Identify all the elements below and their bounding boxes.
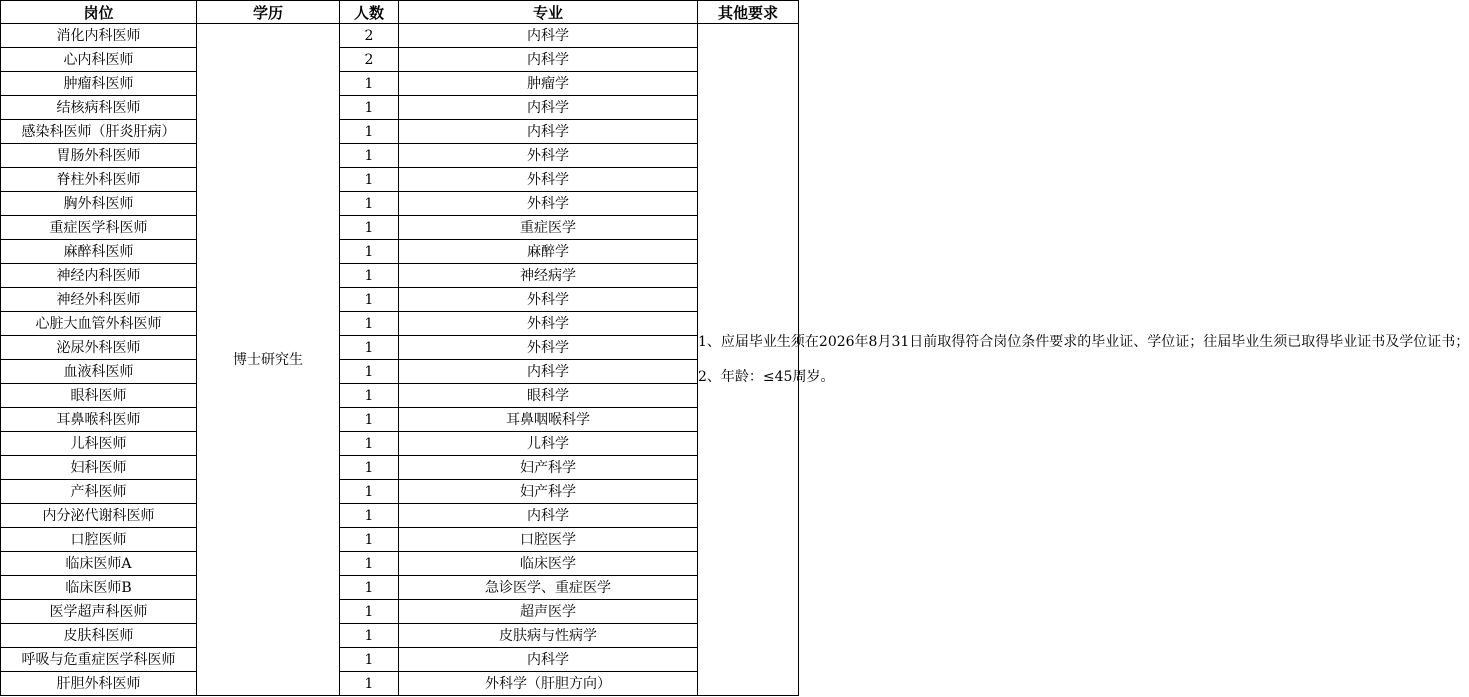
table-row	[1, 648, 799, 672]
cell-count: 1	[340, 264, 399, 288]
cell-other-requirements	[698, 24, 1469, 696]
table-row	[1, 120, 799, 144]
cell-major: 内科学	[399, 360, 698, 384]
cell-major: 内科学	[399, 96, 698, 120]
cell-count: 1	[340, 192, 399, 216]
table-row	[1, 48, 799, 72]
cell-major: 外科学	[399, 312, 698, 336]
table-header	[1, 1, 799, 24]
cell-count: 1	[340, 72, 399, 96]
cell-post: 麻醉科医师	[1, 240, 197, 264]
cell-major: 外科学（肝胆方向）	[399, 672, 698, 696]
cell-major: 外科学	[399, 168, 698, 192]
cell-major: 外科学	[399, 288, 698, 312]
requirement-paragraph: 2、年龄：≤45周岁。	[698, 369, 835, 385]
table-row	[1, 168, 799, 192]
cell-post: 呼吸与危重症医学科医师	[1, 648, 197, 672]
table-row	[1, 672, 799, 696]
cell-post: 感染科医师（肝炎肝病）	[1, 120, 197, 144]
cell-major: 耳鼻咽喉科学	[399, 408, 698, 432]
cell-major: 超声医学	[399, 600, 698, 624]
cell-major: 外科学	[399, 144, 698, 168]
cell-post: 结核病科医师	[1, 96, 197, 120]
table-row	[1, 192, 799, 216]
cell-count: 1	[340, 144, 399, 168]
cell-post: 心内科医师	[1, 48, 197, 72]
cell-major: 眼科学	[399, 384, 698, 408]
header-major: 专业	[399, 1, 698, 24]
cell-count: 2	[340, 48, 399, 72]
cell-count: 1	[340, 288, 399, 312]
table-row	[1, 480, 799, 504]
cell-count: 1	[340, 96, 399, 120]
cell-count: 1	[340, 120, 399, 144]
header-row	[1, 1, 799, 24]
cell-post: 肝胆外科医师	[1, 672, 197, 696]
cell-post: 重症医学科医师	[1, 216, 197, 240]
cell-post: 胸外科医师	[1, 192, 197, 216]
cell-post: 临床医师A	[1, 552, 197, 576]
cell-post: 医学超声科医师	[1, 600, 197, 624]
cell-count: 1	[340, 576, 399, 600]
cell-major: 外科学	[399, 192, 698, 216]
cell-post: 眼科医师	[1, 384, 197, 408]
cell-count: 1	[340, 672, 399, 696]
table-row	[1, 408, 799, 432]
cell-count: 1	[340, 216, 399, 240]
table-row	[1, 264, 799, 288]
table-row	[1, 432, 799, 456]
table-row	[1, 216, 799, 240]
cell-post: 消化内科医师	[1, 24, 197, 48]
cell-count: 1	[340, 480, 399, 504]
table-row	[1, 336, 799, 360]
cell-major: 神经病学	[399, 264, 698, 288]
cell-major: 口腔医学	[399, 528, 698, 552]
cell-count: 1	[340, 312, 399, 336]
header-count: 人数	[340, 1, 399, 24]
cell-major: 内科学	[399, 24, 698, 48]
cell-post: 肿瘤科医师	[1, 72, 197, 96]
cell-major: 妇产科学	[399, 480, 698, 504]
table-row	[1, 360, 799, 384]
cell-post: 心脏大血管外科医师	[1, 312, 197, 336]
cell-post: 皮肤科医师	[1, 624, 197, 648]
cell-major: 急诊医学、重症医学	[399, 576, 698, 600]
cell-count: 1	[340, 168, 399, 192]
cell-major: 内科学	[399, 504, 698, 528]
cell-post: 胃肠外科医师	[1, 144, 197, 168]
cell-post: 妇科医师	[1, 456, 197, 480]
table-row	[1, 288, 799, 312]
cell-major: 内科学	[399, 48, 698, 72]
cell-major: 妇产科学	[399, 456, 698, 480]
cell-post: 血液科医师	[1, 360, 197, 384]
cell-major: 儿科学	[399, 432, 698, 456]
table-row	[1, 72, 799, 96]
table-row	[1, 240, 799, 264]
header-other-requirements: 其他要求	[698, 1, 799, 24]
cell-major: 内科学	[399, 120, 698, 144]
table-body	[1, 24, 1469, 696]
cell-post: 耳鼻喉科医师	[1, 408, 197, 432]
table-row	[1, 624, 799, 648]
cell-count: 1	[340, 504, 399, 528]
table-row	[1, 24, 799, 48]
cell-post: 口腔医师	[1, 528, 197, 552]
cell-count: 1	[340, 552, 399, 576]
cell-count: 1	[340, 624, 399, 648]
table-row	[1, 384, 799, 408]
table-row	[1, 504, 799, 528]
table-row	[1, 600, 799, 624]
cell-post: 神经内科医师	[1, 264, 197, 288]
cell-count: 1	[340, 456, 399, 480]
cell-major: 内科学	[399, 648, 698, 672]
cell-major: 临床医学	[399, 552, 698, 576]
cell-post: 临床医师B	[1, 576, 197, 600]
cell-count: 1	[340, 360, 399, 384]
cell-post: 脊柱外科医师	[1, 168, 197, 192]
cell-major: 外科学	[399, 336, 698, 360]
cell-count: 1	[340, 528, 399, 552]
cell-post: 产科医师	[1, 480, 197, 504]
cell-post: 泌尿外科医师	[1, 336, 197, 360]
table-row	[1, 456, 799, 480]
requirement-paragraph: 1、应届毕业生须在2026年8月31日前取得符合岗位条件要求的毕业证、学位证；往届毕业生须已取得毕业证书及学位证书；	[698, 334, 1469, 350]
table-row	[1, 144, 799, 168]
cell-count: 1	[340, 240, 399, 264]
cell-major: 皮肤病与性病学	[399, 624, 698, 648]
cell-count: 1	[340, 336, 399, 360]
paragraph-gap	[698, 350, 798, 369]
table-row	[1, 552, 799, 576]
cell-major: 麻醉学	[399, 240, 698, 264]
table-row	[1, 96, 799, 120]
table-row	[1, 528, 799, 552]
header-education: 学历	[197, 1, 340, 24]
cell-post: 神经外科医师	[1, 288, 197, 312]
cell-count: 2	[340, 24, 399, 48]
cell-count: 1	[340, 648, 399, 672]
cell-post: 内分泌代谢科医师	[1, 504, 197, 528]
cell-education: 博士研究生	[197, 24, 340, 696]
table-row	[1, 312, 799, 336]
table-row	[1, 576, 799, 600]
cell-count: 1	[340, 408, 399, 432]
cell-post: 儿科医师	[1, 432, 197, 456]
cell-major: 重症医学	[399, 216, 698, 240]
cell-count: 1	[340, 432, 399, 456]
cell-major: 肿瘤学	[399, 72, 698, 96]
cell-count: 1	[340, 600, 399, 624]
cell-count: 1	[340, 384, 399, 408]
header-post: 岗位	[1, 1, 197, 24]
